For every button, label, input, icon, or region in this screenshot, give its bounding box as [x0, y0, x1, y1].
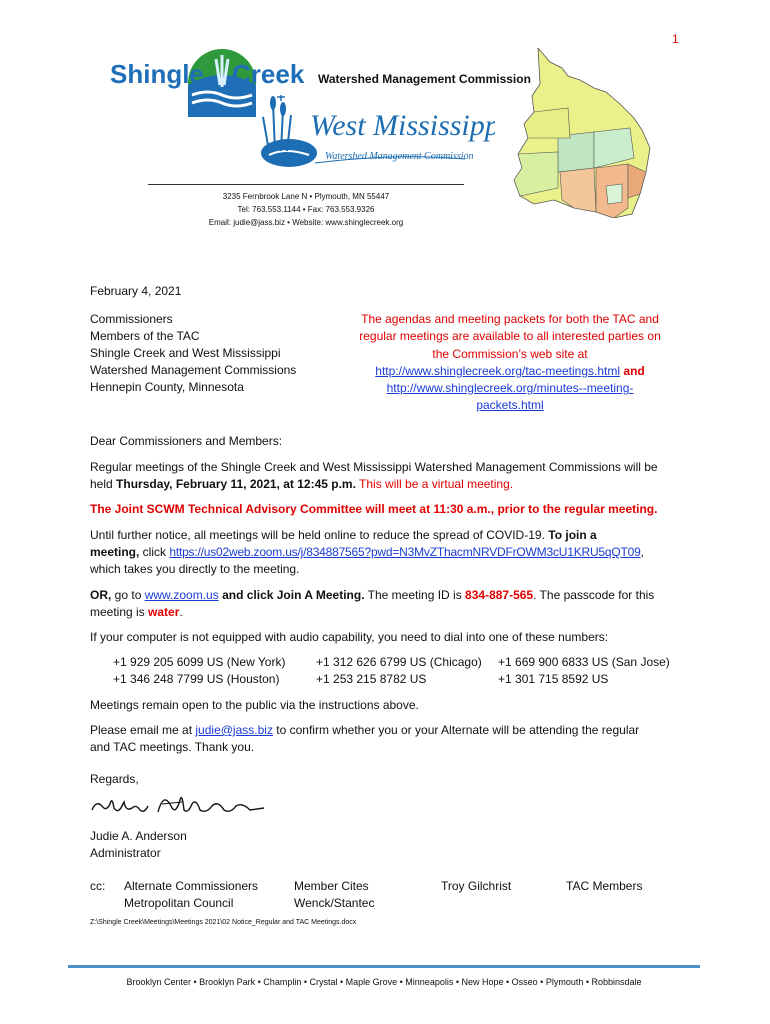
footer-rule: [68, 965, 700, 968]
cc-column: [124, 878, 258, 912]
meeting-datetime: Thursday, February 11, 2021, at 12:45 p.m.: [116, 477, 356, 491]
notice-line: the Commission’s web site at: [432, 346, 588, 361]
text-span: Please email me at: [90, 723, 196, 737]
signer-name: Judie A. Anderson: [90, 829, 187, 843]
handwritten-signature: [88, 786, 268, 822]
file-path: Z:\Shingle Creek\Meetings\Meetings 2021\02 Notice_Regular and TAC Meetings.docx: [90, 919, 357, 926]
paragraph-public: Meetings remain open to the public via the instructions above.: [90, 698, 419, 712]
text-span: click: [139, 545, 170, 559]
phone-number: +1 312 626 6799 US (Chicago): [316, 655, 482, 669]
meeting-bold: meeting,: [90, 545, 140, 559]
zoom-meeting-link[interactable]: https://us02web.zoom.us/j/834887565?pwd=N3MvZThacmNRVDFrOWM3cU1KRU5qQT09: [169, 545, 641, 559]
text-span: .: [179, 605, 183, 619]
zoom-site-link[interactable]: www.zoom.us: [144, 588, 219, 602]
notice-and: and: [623, 363, 645, 378]
text-span: Until further notice, all meetings will be held online to reduce the spread of COVID-19.: [90, 528, 549, 542]
or-bold: OR,: [90, 588, 112, 602]
cc-entry: Wenck/Stantec: [294, 896, 375, 910]
cc-label: cc:: [90, 879, 106, 893]
cc-entry: TAC Members: [566, 879, 643, 893]
salutation: Dear Commissioners and Members:: [90, 434, 283, 448]
member-cities-footer: Brooklyn Center • Brooklyn Park • Champlin • Crystal • Maple Grove • Minneapolis • New Hope • Osseo • Plymouth • Robbinsdale: [126, 977, 642, 987]
cc-entry: Alternate Commissioners: [124, 879, 259, 893]
notice-line: regular meetings are available to all interested parties on: [359, 329, 661, 344]
paragraph-meeting-date: [90, 459, 685, 493]
phone-line: Tel: 763.553.1144 • Fax: 763.553.9326: [237, 205, 375, 214]
phone-number: +1 301 715 8592 US: [498, 672, 609, 686]
header-rule: [148, 184, 464, 185]
address-line: 3235 Fernbrook Lane N • Plymouth, MN 55447: [222, 192, 390, 201]
tac-meeting-note: The Joint SCWM Technical Advisory Committee will meet at 11:30 a.m., prior to the regular meeting.: [90, 502, 658, 516]
virtual-meeting-note: This will be a virtual meeting.: [359, 477, 514, 491]
paragraph-email: [90, 722, 685, 756]
recipient-block: [90, 311, 296, 396]
phone-number: +1 346 248 7799 US (Houston): [113, 672, 280, 686]
watershed-map: [510, 48, 668, 218]
west-mississippi-logo: [255, 95, 495, 175]
text-span: held: [90, 477, 117, 491]
recipient-line: Commissioners: [90, 312, 173, 326]
recipient-line: Watershed Management Commissions: [90, 363, 297, 377]
notice-line: The agendas and meeting packets for both the TAC and: [361, 312, 659, 326]
paragraph-covid: [90, 527, 685, 578]
wm-logo-sub-text: Watershed Management Commission: [325, 151, 474, 162]
meeting-id: 834-887-565: [465, 588, 534, 602]
phone-number: +1 253 215 8782 US: [316, 672, 427, 686]
meeting-packets-notice: [345, 311, 675, 415]
signer-block: [90, 828, 685, 862]
closing: Regards,: [90, 772, 139, 786]
text-span: meeting is: [90, 605, 149, 619]
recipient-line: Members of the TAC: [90, 329, 200, 343]
sc-logo-left-text: Shingle: [110, 59, 204, 89]
wm-logo-main-text: West Mississippi: [310, 109, 495, 142]
sc-logo-right-text: Creek: [232, 59, 305, 89]
paragraph-line: which takes you directly to the meeting.: [90, 562, 300, 576]
cc-entry: Member Cites: [294, 879, 369, 893]
letter-date: February 4, 2021: [90, 284, 182, 298]
tac-meetings-link[interactable]: http://www.shinglecreek.org/tac-meetings.html: [375, 363, 621, 378]
recipient-line: Shingle Creek and West Mississippi: [90, 346, 281, 360]
page-number: 1: [672, 32, 679, 46]
text-span: ,: [640, 545, 644, 559]
paragraph-line: and TAC meetings. Thank you.: [90, 740, 255, 754]
text-span: go to: [111, 588, 145, 602]
join-instruction-bold: and click Join A Meeting.: [218, 588, 365, 602]
cc-entry: Troy Gilchrist: [441, 879, 512, 893]
meeting-passcode: water: [148, 605, 180, 619]
email-web-line: Email: judie@jass.biz • Website: www.shinglecreek.org: [208, 218, 404, 227]
minutes-packets-link[interactable]: http://www.shinglecreek.org/minutes--meeting-: [386, 381, 634, 396]
text-span: . The passcode for this: [533, 588, 655, 602]
email-link[interactable]: judie@jass.biz: [195, 723, 273, 737]
recipient-line: Hennepin County, Minnesota: [90, 380, 244, 394]
paragraph-line: Regular meetings of the Shingle Creek and West Mississippi Watershed Management Commissions will be: [90, 460, 658, 474]
paragraph-audio: If your computer is not equipped with audio capability, you need to dial into one of these numbers:: [90, 630, 609, 644]
text-span: The meeting ID is: [364, 588, 466, 602]
phone-number: +1 929 205 6099 US (New York): [113, 655, 286, 669]
commission-title: Watershed Management Commission: [318, 72, 531, 86]
phone-number: +1 669 900 6833 US (San Jose): [498, 655, 670, 669]
cc-entry: Metropolitan Council: [124, 896, 234, 910]
join-meeting-bold: To join a: [548, 528, 597, 542]
signer-title: Administrator: [90, 846, 161, 860]
minutes-packets-link-cont[interactable]: packets.html: [476, 398, 544, 413]
paragraph-zoom: [90, 587, 685, 621]
text-span: to confirm whether you or your Alternate will be attending the regular: [272, 723, 640, 737]
cc-column: [294, 878, 374, 912]
